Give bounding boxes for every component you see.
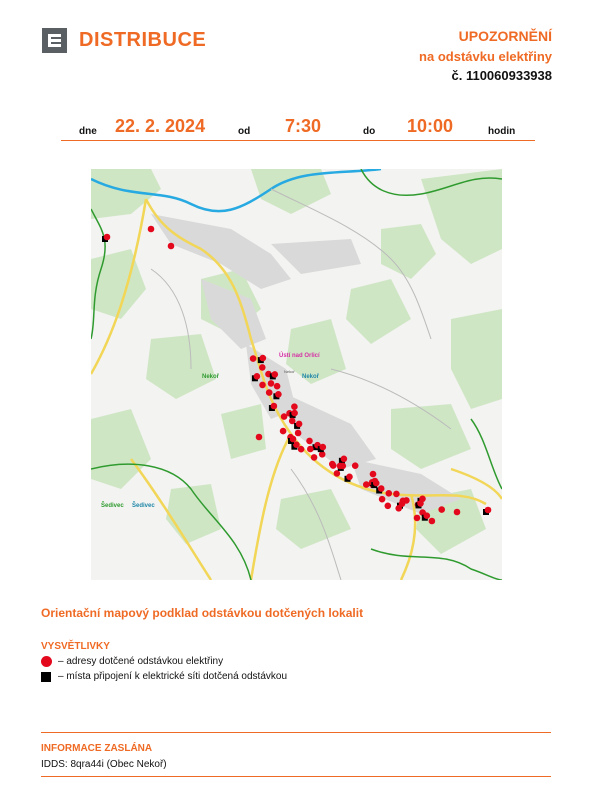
address-marker xyxy=(352,462,359,469)
address-marker xyxy=(337,463,344,470)
address-marker xyxy=(291,403,298,410)
address-marker xyxy=(334,470,341,477)
address-marker xyxy=(290,436,297,443)
address-marker xyxy=(379,496,386,503)
address-marker xyxy=(280,428,287,435)
address-marker xyxy=(330,462,337,469)
address-marker xyxy=(148,226,155,233)
address-marker xyxy=(320,444,327,451)
address-marker xyxy=(259,382,266,389)
info-title: INFORMACE ZASLÁNA xyxy=(41,743,153,754)
legend-addresses-label: – adresy dotčené odstávkou elektřiny xyxy=(58,656,224,667)
address-marker xyxy=(417,500,424,507)
notice-subheading: na odstávku elektřiny xyxy=(419,49,552,64)
address-marker xyxy=(306,438,313,445)
address-marker xyxy=(250,355,257,362)
address-marker xyxy=(256,434,263,441)
map-label-sedivec-1: Šedivec xyxy=(101,503,124,509)
black-square-icon xyxy=(41,672,51,682)
notice-number: č. 110060933938 xyxy=(451,68,552,83)
address-marker xyxy=(295,430,302,437)
from-label: od xyxy=(238,126,251,137)
address-marker xyxy=(259,364,266,371)
address-marker xyxy=(454,509,461,516)
divider-bottom xyxy=(41,776,551,777)
legend-connections-label: – místa připojení k elektrické síti dotčená odstávkou xyxy=(58,671,288,682)
address-marker xyxy=(281,413,288,420)
address-marker xyxy=(438,506,445,513)
address-marker xyxy=(378,485,385,492)
map-label-road: Nekoř xyxy=(284,369,295,374)
address-marker xyxy=(424,512,431,519)
address-marker xyxy=(485,507,492,514)
address-marker xyxy=(414,515,421,522)
address-marker xyxy=(254,373,261,380)
address-marker xyxy=(341,456,348,463)
address-marker xyxy=(298,446,305,453)
map-caption: Orientační mapový podklad odstávkou dotčených lokalit xyxy=(41,606,364,620)
date-value: 22. 2. 2024 xyxy=(115,116,206,136)
address-marker xyxy=(385,503,392,510)
address-marker xyxy=(268,380,275,387)
schedule-line xyxy=(61,116,535,141)
to-value: 10:00 xyxy=(407,116,454,136)
address-marker xyxy=(386,490,393,497)
outage-map xyxy=(91,169,502,580)
map-label-sedivec-2: Šedivec xyxy=(132,503,155,509)
map-label-village: Ústí nad Orlicí xyxy=(279,353,320,359)
hours-label: hodin xyxy=(488,126,516,137)
from-value: 7:30 xyxy=(285,116,322,136)
map-canvas xyxy=(91,169,502,580)
address-marker xyxy=(395,505,402,512)
notice-heading: UPOZORNĚNÍ xyxy=(458,28,552,44)
address-marker xyxy=(346,474,353,481)
info-text: IDDS: 8qra44i (Obec Nekoř) xyxy=(41,759,167,770)
divider xyxy=(41,732,551,733)
brand-logo xyxy=(42,28,206,53)
legend-title: VYSVĚTLIVKY xyxy=(41,641,110,652)
address-marker xyxy=(363,481,370,488)
address-marker xyxy=(260,355,267,362)
address-marker xyxy=(266,389,273,396)
notice-header xyxy=(419,26,552,85)
address-marker xyxy=(168,243,175,250)
brand-name: DISTRIBUCE xyxy=(79,29,207,51)
date-label: dne xyxy=(79,126,97,137)
address-marker xyxy=(373,480,380,487)
to-label: do xyxy=(363,126,376,137)
address-marker xyxy=(311,454,318,461)
red-dot-icon xyxy=(41,656,52,667)
address-marker xyxy=(275,391,282,398)
map-label-nekor-right: Nekoř xyxy=(302,374,320,380)
legend-connections xyxy=(41,671,287,682)
cez-logo-icon xyxy=(42,28,67,53)
address-marker xyxy=(104,234,111,241)
address-marker xyxy=(370,471,377,478)
address-marker xyxy=(400,498,407,505)
address-marker xyxy=(307,446,314,453)
address-marker xyxy=(291,410,298,417)
legend-addresses xyxy=(41,656,223,667)
address-marker xyxy=(296,421,303,428)
map-label-nekor-left: Nekoř xyxy=(202,374,220,380)
address-marker xyxy=(393,491,400,498)
address-marker xyxy=(429,518,436,525)
address-marker xyxy=(274,383,281,390)
address-marker xyxy=(271,403,278,410)
address-marker xyxy=(272,371,279,378)
